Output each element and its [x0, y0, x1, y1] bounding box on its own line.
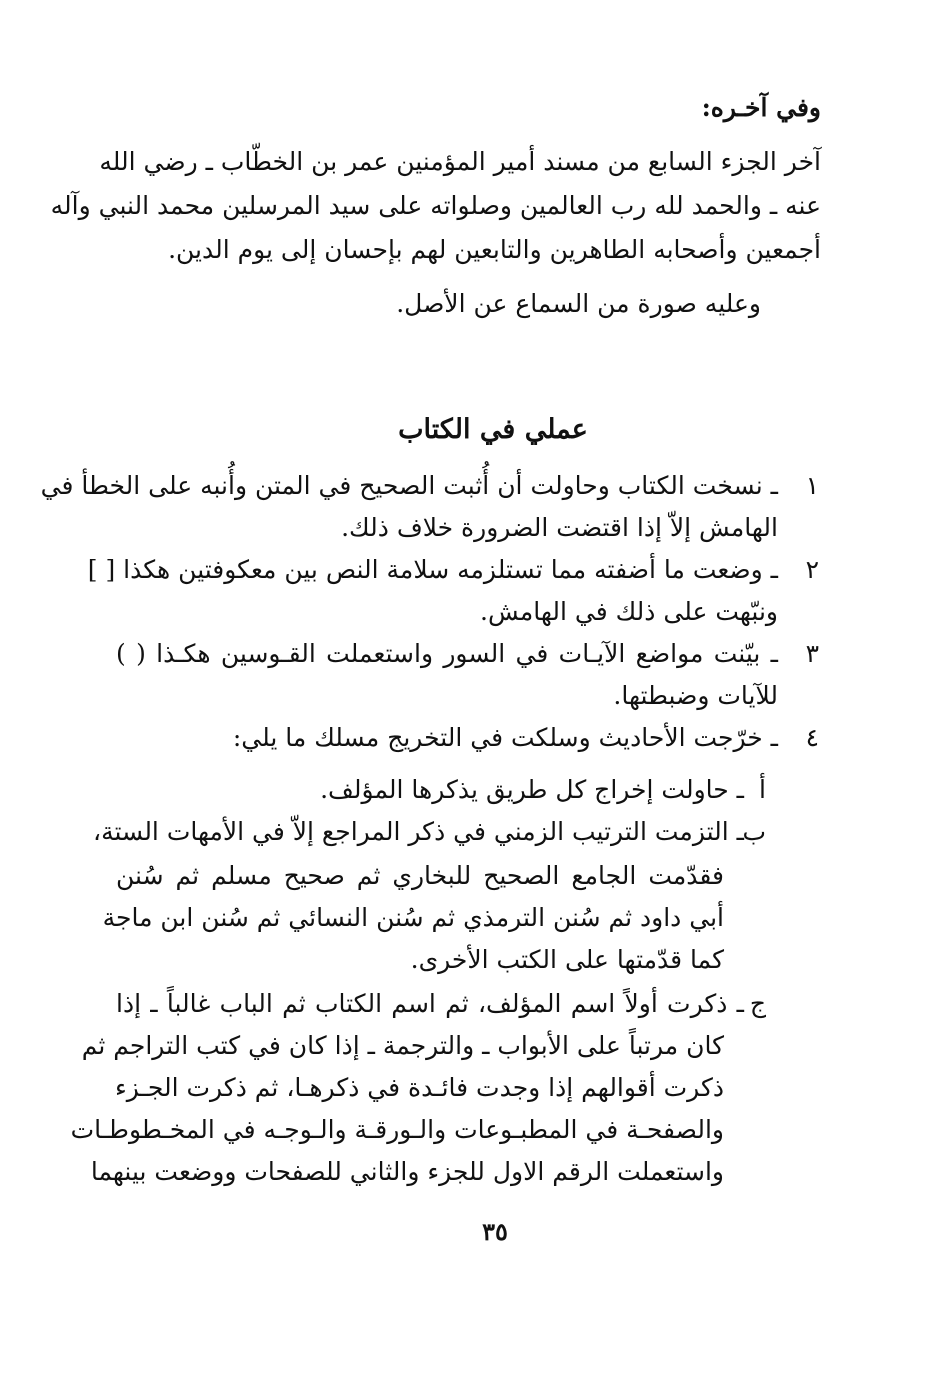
section-title: عملي في الكتاب — [398, 414, 588, 445]
item-1-line-2: الهامش إلاّ إذا اقتضت الضرورة خلاف ذلك. — [341, 513, 778, 542]
subitem-c-line-2: كان مرتباً على الأبواب ـ والترجمة ـ إذا كان في كتب التراجم ثم — [81, 1031, 724, 1060]
subitem-b-line-2: فقدّمت الجامع الصحيح للبخاري ثم صحيح مسلم ثم سُنن — [116, 861, 724, 890]
page-number: ٣٥ — [482, 1217, 508, 1246]
item-3-line-1: ـ بيّنت مواضع الآيـات في السور واستعملت القـوسين هكـذا ( ) — [116, 639, 778, 668]
subitem-a-line-1: ـ حاولت إخراج كل طريق يذكرها المؤلف. — [320, 775, 744, 804]
subitem-letter-a: أ — [759, 775, 766, 804]
colophon-line-1: آخر الجزء السابع من مسند أمير المؤمنين عمر بن الخطّاب ـ رضي الله — [99, 147, 821, 176]
subitem-b-line-1: ـ التزمت الترتيب الزمني في ذكر المراجع إلاّ في الأمهات الستة، — [93, 817, 744, 846]
subitem-b-line-4: كما قدّمتها على الكتب الأخرى. — [410, 945, 724, 974]
item-1-line-1: ـ نسخت الكتاب وحاولت أن أُثبت الصحيح في المتن وأُنبه على الخطأ في — [40, 471, 778, 500]
item-number-1: ١ — [805, 471, 819, 500]
colophon-heading: وفي آخـره: — [701, 93, 821, 122]
subitem-c-line-5: واستعملت الرقم الاول للجزء والثاني للصفحات ووضعت بينهما — [90, 1157, 724, 1186]
colophon-line-3: أجمعين وأصحابه الطاهرين والتابعين لهم بإحسان إلى يوم الدين. — [168, 235, 821, 264]
subitem-b-line-3: أبي داود ثم سُنن الترمذي ثم سُنن النسائي ثم سُنن ابن ماجة — [102, 903, 724, 932]
colophon-line-2: عنه ـ والحمد لله رب العالمين وصلواته على سيد المرسلين محمد النبي وآله — [50, 191, 821, 220]
item-3-line-2: للآيات وضبطتها. — [613, 681, 778, 710]
subitem-c-line-3: ذكرت أقوالهم إذا وجدت فائـدة في ذكرهـا، ثم ذكرت الجـزء — [114, 1073, 724, 1102]
subitem-c-line-1: ـ ذكرت أولاً اسم المؤلف، ثم اسم الكتاب ثم الباب غالباً ـ إذا — [116, 989, 744, 1018]
subitem-c-line-4: والصفحـة في المطبـوعات والـورقـة والـوجـه في المخـطوطـات — [70, 1115, 724, 1144]
item-number-4: ٤ — [805, 723, 819, 752]
item-2-line-1: ـ وضعت ما أضفته مما تستلزمه سلامة النص بين معكوفتين هكذا [ ] — [87, 555, 778, 584]
item-number-2: ٢ — [805, 555, 819, 584]
colophon-note: وعليه صورة من السماع عن الأصل. — [396, 289, 761, 318]
item-number-3: ٣ — [805, 639, 819, 668]
item-2-line-2: ونبّهت على ذلك في الهامش. — [480, 597, 778, 626]
subitem-letter-c: ج — [749, 989, 766, 1018]
subitem-letter-b: ب — [742, 817, 766, 846]
item-4-line-1: ـ خرّجت الأحاديث وسلكت في التخريج مسلك ما يلي: — [232, 723, 778, 752]
